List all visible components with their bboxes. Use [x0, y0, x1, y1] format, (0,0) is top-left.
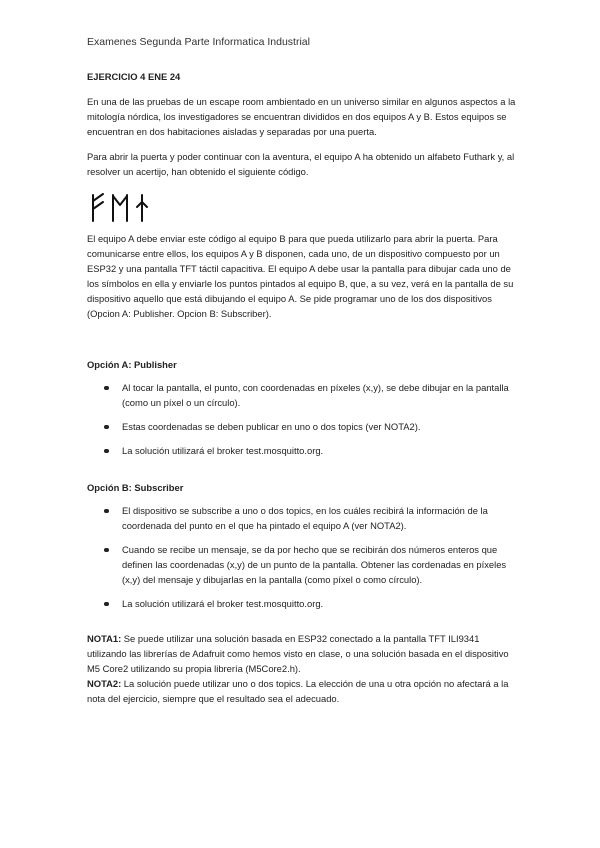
- bullet-icon: [104, 449, 109, 454]
- note-1: NOTA1: Se puede utilizar una solución basada en ESP32 conectado a la pantalla TFT ILI9341 utilizando las librerías de Adafruit como hemos visto en clase, o una solución basada en el dispositivo M5 Core2 utilizando su propia librería (M5Core2.h).: [87, 633, 509, 674]
- note-2: NOTA2: La solución puede utilizar uno o dos topics. La elección de una u otra opción no afectará a la nota del ejercicio, siempre que el resultado sea el adecuado.: [87, 678, 509, 704]
- list-item: La solución utilizará el broker test.mosquitto.org.: [87, 596, 519, 611]
- code-paragraph: Para abrir la puerta y poder continuar con la aventura, el equipo A ha obtenido un alfabeto Futhark y, al resolver un acertijo, han obtenido el siguiente código.: [87, 151, 515, 177]
- option-a-list: [87, 380, 519, 458]
- rune-fehu: [93, 194, 103, 221]
- rune-ehwaz: [113, 195, 127, 221]
- bullet-icon: [104, 509, 109, 514]
- futhark-runes-image: [87, 189, 167, 229]
- bullet-icon: [104, 548, 109, 553]
- list-item: La solución utilizará el broker test.mosquitto.org.: [87, 443, 519, 458]
- list-item: El dispositivo se subscribe a uno o dos topics, en los cuáles recibirá la información de la coordenada del punto en el que ha pintado el equipo A (ver NOTA2).: [87, 503, 519, 533]
- option-a-heading: Opción A: Publisher: [87, 359, 177, 370]
- list-item: Estas coordenadas se deben publicar en uno o dos topics (ver NOTA2).: [87, 419, 519, 434]
- futhark-code: [87, 189, 519, 229]
- task-paragraph: El equipo A debe enviar este código al equipo B para que pueda utilizarlo para abrir la puerta. Para comunicarse entre ellos, los equipos A y B disponen, cada uno, de un dispositivo compuesto por un ESP32 y una pantalla TFT táctil capacitiva. El equipo A debe usar la pantalla para dibujar cada uno de los símbolos en ella y enviarle los puntos pintados al equipo B, que, a su vez, verá en la pantalla de su dispositivo aquello que está dibujando el equipo A. Se pide programar uno de los dos dispositivos (Opcion A: Publisher. Opcion B: Subscriber).: [87, 233, 514, 319]
- option-b-heading: Opción B: Subscriber: [87, 482, 184, 493]
- page-header: Examenes Segunda Parte Informatica Industrial: [87, 36, 310, 48]
- option-b-list: [87, 503, 519, 611]
- notes-section: [87, 631, 519, 706]
- intro-paragraph: En una de las pruebas de un escape room ambientado en un universo similar en algunos aspectos a la mitología nórdica, los investigadores se encuentran divididos en dos equipos A y B. Estos equipos se encuentran en dos habitaciones aisladas y separadas por una puerta.: [87, 96, 516, 137]
- list-item: Al tocar la pantalla, el punto, con coordenadas en píxeles (x,y), se debe dibujar en la pantalla (como un píxel o un círculo).: [87, 380, 519, 410]
- exercise-title: EJERCICIO 4 ENE 24: [87, 71, 181, 82]
- document-body: [87, 69, 519, 706]
- rune-tiwaz: [137, 195, 147, 221]
- bullet-icon: [104, 386, 109, 391]
- bullet-icon: [104, 425, 109, 430]
- bullet-icon: [104, 602, 109, 607]
- list-item: Cuando se recibe un mensaje, se da por hecho que se recibirán dos números enteros que definen las coordenadas (x,y) de un punto de la pantalla. Obtener las cordenadas en píxeles (x,y) del mensaje y dibujarlas en la pantalla (como píxel o como círculo).: [87, 542, 519, 587]
